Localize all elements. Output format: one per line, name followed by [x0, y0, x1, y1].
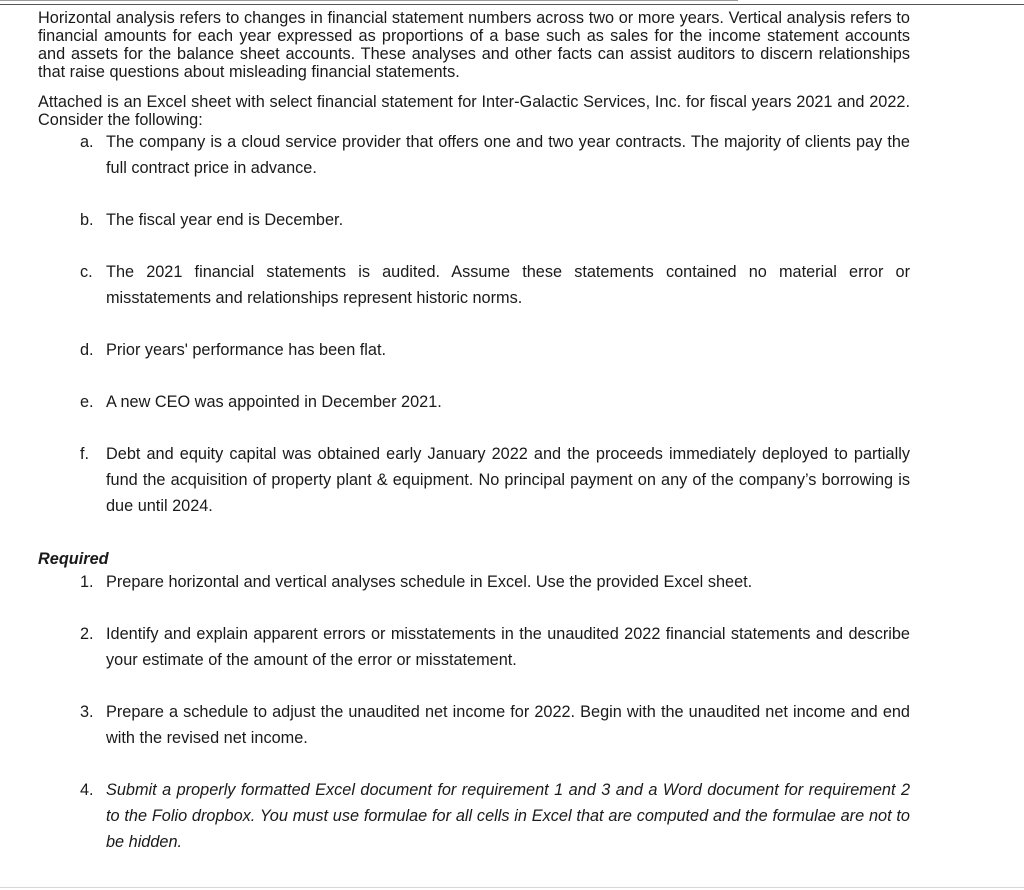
requirement-text: Submit a properly formatted Excel document for requirement 1 and 3 and a Word document for requirement 2 to the Folio dropbox. You must use formulae for all cells in Excel that are computed and the formulae are not to be hidden.: [106, 781, 910, 851]
requirement-text: Identify and explain apparent errors or misstatements in the unaudited 2022 financial statements and describe your estimate of the amount of the error or misstatement.: [106, 625, 910, 669]
requirements-list: [38, 569, 910, 855]
requirement-item-4: [38, 777, 910, 855]
fact-item-f: [38, 441, 910, 519]
requirement-marker: 2.: [80, 625, 94, 643]
fact-text: The 2021 financial statements is audited. Assume these statements contained no material error or misstatements and relationships represent historic norms.: [106, 263, 910, 307]
fact-text: A new CEO was appointed in December 2021.: [106, 393, 442, 411]
intro-paragraph-excel-sheet: Attached is an Excel sheet with select financial statement for Inter-Galactic Services, Inc. for fiscal years 2021 and 2022. Consider the following:: [38, 93, 910, 129]
requirement-item-2: [38, 621, 910, 673]
fact-marker: d.: [80, 341, 94, 359]
facts-list: [38, 129, 910, 519]
requirement-marker: 3.: [80, 703, 94, 721]
requirement-item-1: [38, 569, 910, 595]
fact-item-e: [38, 389, 910, 415]
fact-item-a: [38, 129, 910, 181]
requirement-marker: 1.: [80, 573, 94, 591]
requirement-text: Prepare horizontal and vertical analyses schedule in Excel. Use the provided Excel sheet.: [106, 573, 753, 591]
fact-text: Debt and equity capital was obtained early January 2022 and the proceeds immediately deployed to partially fund the acquisition of property plant & equipment. No principal payment on any of the company’s borrowing is due until 2024.: [106, 445, 910, 515]
fact-marker: b.: [80, 211, 94, 229]
fact-item-d: [38, 337, 910, 363]
top-border-short: [0, 0, 738, 1]
fact-item-b: [38, 207, 910, 233]
requirement-item-3: [38, 699, 910, 751]
bottom-border: [0, 887, 1024, 888]
fact-item-c: [38, 259, 910, 311]
top-border: [0, 4, 1024, 5]
intro-paragraph-analysis: Horizontal analysis refers to changes in financial statement numbers across two or more years. Vertical analysis refers to financial amounts for each year expressed as proportions of a base such as sales for the income statement accounts and assets for the balance sheet accounts. These analyses and other facts can assist auditors to discern relationships that raise questions about misleading financial statements.: [38, 9, 910, 81]
fact-marker: f.: [80, 445, 90, 463]
document-body: [38, 9, 910, 855]
fact-text: The fiscal year end is December.: [106, 211, 344, 229]
requirement-marker: 4.: [80, 781, 94, 799]
required-heading: Required: [38, 550, 109, 568]
fact-text: The company is a cloud service provider that offers one and two year contracts. The majority of clients pay the full contract price in advance.: [106, 133, 910, 177]
fact-marker: c.: [80, 263, 93, 281]
fact-marker: e.: [80, 393, 94, 411]
fact-text: Prior years' performance has been flat.: [106, 341, 387, 359]
requirement-text: Prepare a schedule to adjust the unaudited net income for 2022. Begin with the unaudited net income and end with the revised net income.: [106, 703, 910, 747]
fact-marker: a.: [80, 133, 94, 151]
